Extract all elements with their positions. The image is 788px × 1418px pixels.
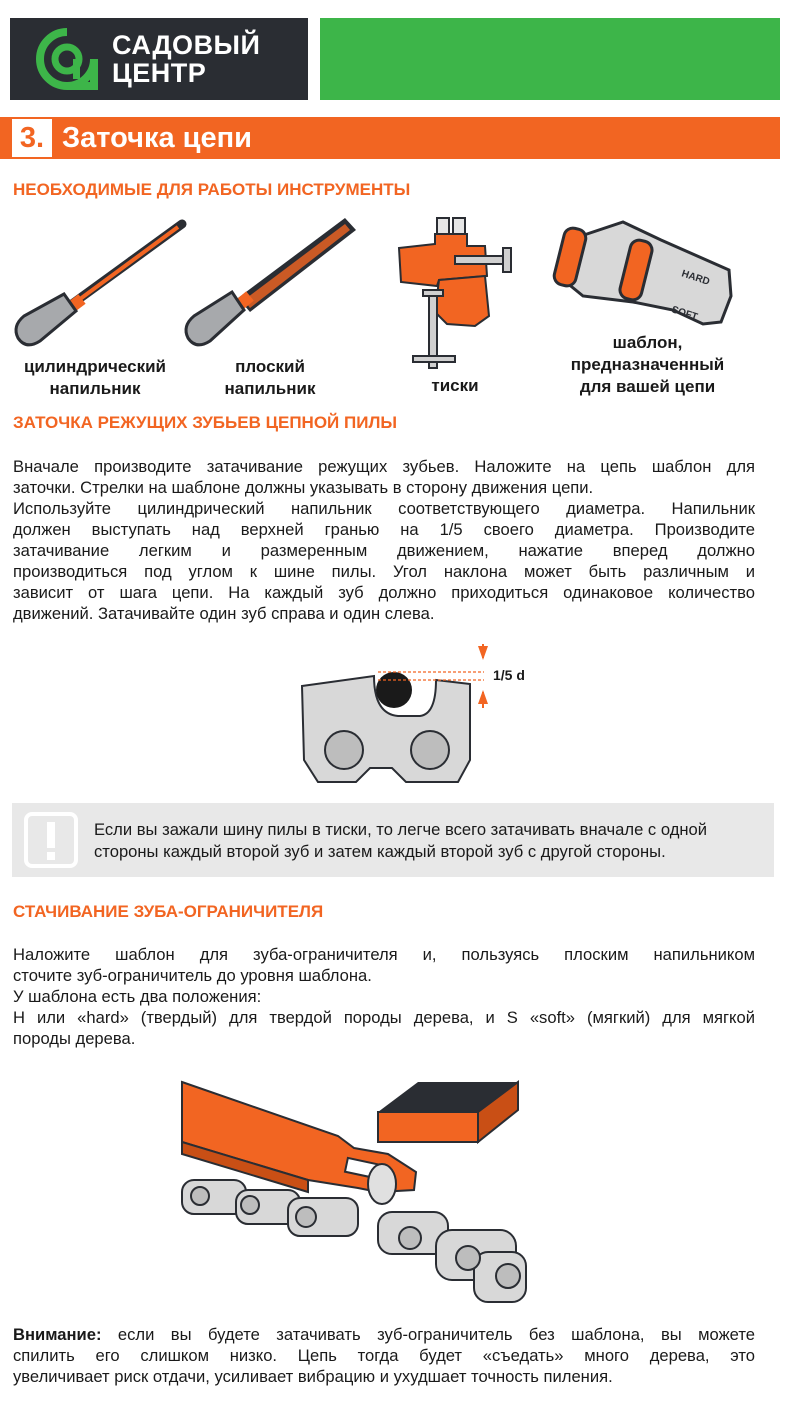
logo-line-2: ЦЕНТР bbox=[112, 58, 207, 88]
logo-icon bbox=[36, 28, 98, 90]
caption-line: предназначенный bbox=[570, 355, 725, 374]
tool-caption-round-file bbox=[0, 356, 190, 400]
depth-gauge-diagram bbox=[178, 1062, 530, 1312]
text-line: Наложите шаблон для зуба-ограничителя и, пользуясь плоским напильником bbox=[13, 945, 755, 964]
tool-caption-vise bbox=[400, 375, 510, 397]
caption-line: для вашей цепи bbox=[579, 377, 716, 396]
caption-line: напильник bbox=[224, 379, 316, 398]
text-line: увеличивает риск отдачи, усиливает вибрацию и ухудшает точность пиления. bbox=[13, 1367, 613, 1386]
template-soft-mark: SOFT bbox=[670, 304, 699, 324]
text-line: Используйте цилиндрический напильник соответствующего диаметра. Напильник bbox=[13, 499, 755, 518]
text-line: заточки. Стрелки на шаблоне должны указывать в сторону движения цепи. bbox=[13, 478, 594, 497]
exclamation-icon bbox=[24, 812, 78, 868]
caption-line: цилиндрический bbox=[23, 357, 166, 376]
text-line: породы дерева. bbox=[13, 1029, 136, 1048]
text-line: затачивание легким и размеренным движением, нажатие вперед должно bbox=[13, 541, 755, 560]
text-line: У шаблона есть два положения: bbox=[13, 987, 262, 1006]
warning-text bbox=[13, 1324, 755, 1387]
text-line: спилить его слишком низко. Цепь тогда будет «съедать» много дерева, это bbox=[13, 1346, 755, 1365]
warning-line-1 bbox=[13, 1324, 755, 1345]
text-line: сточите зуб-ограничитель до уровня шаблона. bbox=[13, 966, 372, 985]
caption-line: плоский bbox=[235, 357, 305, 376]
tool-caption-flat-file bbox=[190, 356, 350, 400]
caption-line: тиски bbox=[431, 376, 479, 395]
sharpening-text bbox=[13, 456, 755, 624]
template-icon bbox=[553, 218, 738, 330]
caption-line: напильник bbox=[49, 379, 141, 398]
text-line: Вначале производите затачивание режущих зубьев. Наложите на цепь шаблон для bbox=[13, 457, 755, 476]
depth-text bbox=[13, 944, 755, 1049]
text-line: производиться под углом к шине пилы. Угол наклона может быть различным и bbox=[13, 562, 755, 581]
tool-caption-template bbox=[545, 332, 750, 398]
caption-line: шаблон, bbox=[612, 333, 683, 352]
text-line: движений. Затачивайте один зуб справа и один слева. bbox=[13, 604, 435, 623]
template-hard-mark: HARD bbox=[680, 268, 711, 288]
depth-heading: СТАЧИВАНИЕ ЗУБА-ОГРАНИЧИТЕЛЯ bbox=[13, 902, 324, 921]
round-file-icon bbox=[10, 216, 190, 351]
tooth-diagram bbox=[298, 640, 538, 790]
warning-label: Внимание: bbox=[13, 1325, 102, 1344]
text-line: Если вы зажали шину пилы в тиски, то легче всего затачивать вначале с одной bbox=[94, 820, 708, 839]
tools-heading: НЕОБХОДИМЫЕ ДЛЯ РАБОТЫ ИНСТРУМЕНТЫ bbox=[13, 180, 411, 199]
logo-line-1: САДОВЫЙ bbox=[112, 30, 261, 60]
text-line: должен выступать над верхней гранью на 1/5 своего диаметра. Производите bbox=[13, 520, 755, 539]
text-line: Н или «hard» (твердый) для твердой породы дерева, и S «soft» (мягкий) для мягкой bbox=[13, 1008, 755, 1027]
note-text bbox=[94, 819, 764, 863]
tooth-diameter-label: 1/5 d bbox=[493, 667, 525, 683]
section-title: Заточка цепи bbox=[62, 122, 252, 154]
logo-text bbox=[112, 31, 260, 87]
text-line: если вы будете затачивать зуб-ограничитель без шаблона, вы можете bbox=[117, 1325, 755, 1344]
header-green-bar bbox=[320, 18, 780, 100]
text-line: стороны каждый второй зуб и затем каждый второй зуб с другой стороны. bbox=[94, 842, 666, 861]
flat-file-icon bbox=[180, 216, 360, 351]
text-line: зависит от шага цепи. На каждый зуб должно приходиться одинаковое количество bbox=[13, 583, 755, 602]
section-number: 3. bbox=[12, 119, 52, 157]
sharpening-heading: ЗАТОЧКА РЕЖУЩИХ ЗУБЬЕВ ЦЕПНОЙ ПИЛЫ bbox=[13, 413, 398, 432]
vise-icon bbox=[395, 216, 525, 376]
